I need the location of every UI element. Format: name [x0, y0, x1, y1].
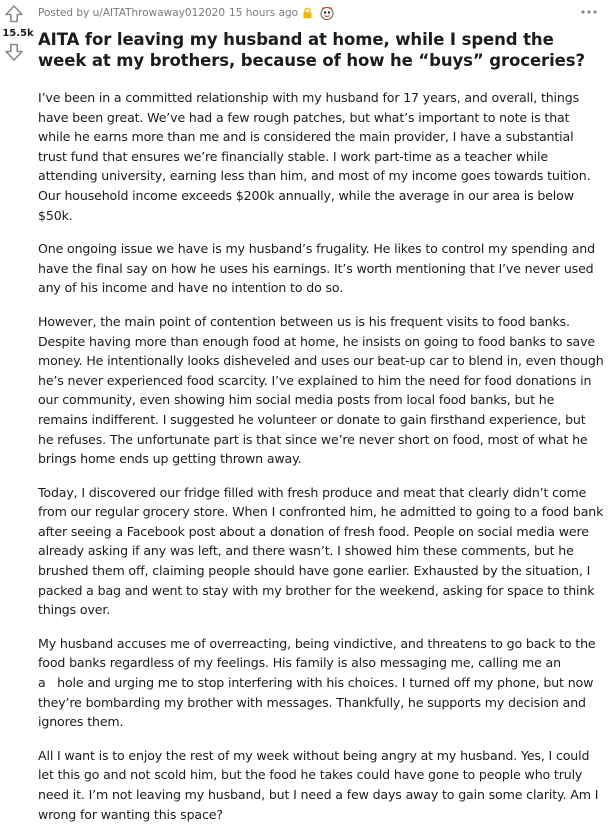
post-paragraph: My husband accuses me of overreacting, being vindictive, and threatens to go back to the food banks regardless of my feelings. His family is also messaging me, calling me an a hole and urging me to stop interfering with his choices. I turned off my phone, but now they’re bombarding my brother with messages. Thankfully, he supports my decision and ignores them.: [38, 635, 596, 730]
downvote-arrow-icon[interactable]: [4, 42, 24, 62]
post-age: 15 hours ago: [229, 7, 299, 19]
vote-column: [0, 0, 34, 62]
post-paragraph: However, the main point of contention between us is his frequent visits to food banks. Despite having more than enough food at home, he insists on going to food banks to save money. He intentionally looks disheveled and uses our beat-up car to blend in, even though he’s never experienced food scarcity. I’ve explained to him the need for food donations in our community, even showing him social media posts from local food banks, but he remains indifferent. I suggested he volunteer or donate to gain firsthand experience, but he refuses. The unfortunate part is that since we’re never short on food, most of what he brings home ends up getting thrown away.: [38, 313, 604, 467]
upvote-arrow-icon[interactable]: [4, 4, 24, 24]
post-paragraph: All I want is to enjoy the rest of my week without being angry at my husband. Yes, I could let this go and not scold him, but the food he takes could have gone to people who truly need it. I’m not leaving my husband, but I need a few days away to gain some clarity. Am I wrong for wanting this space?: [38, 747, 599, 822]
vote-score: 15.5k: [2, 28, 34, 39]
posted-by[interactable]: Posted by u/AITAThrowaway012020: [38, 7, 226, 19]
post-paragraph: One ongoing issue we have is my husband’s frugality. He likes to control my spending and have the final say on how he uses his earnings. It’s worth mentioning that I’ve never used any of his income and have no intention to do so.: [38, 241, 595, 296]
post-content: [38, 0, 604, 838]
post-meta: [38, 0, 604, 26]
post-paragraph: I’ve been in a committed relationship with my husband for 17 years, and overall, things have been great. We’ve had a few rough patches, but what’s important to note is that while he earns more than me and is considered the main provider, I have a substantial trust fund that ensures we’re financially stable. I work part-time as a teacher while attending university, earning less than him, and most of my income goes towards tuition. Our household income exceeds $200k annually, while the average in our area is below $50k.: [38, 90, 591, 223]
post-body: [38, 88, 604, 824]
lock-icon: [302, 7, 313, 19]
award-icon[interactable]: [319, 5, 335, 21]
post-paragraph: Today, I discovered our fridge filled with fresh produce and meat that clearly didn’t come from our regular grocery store. When I confronted him, he admitted to going to a food bank after seeing a Facebook post about a donation of fresh food. People on social media were already asking if any was left, and there wasn’t. I showed him these comments, but he brushed them off, claiming people should have gone earlier. Exhausted by the situation, I packed a bag and went to stay with my brother for the weekend, asking for space to think things over.: [38, 484, 604, 618]
post-title[interactable]: AITA for leaving my husband at home, while I spend the week at my brothers, because of how he “buys” groceries?: [38, 30, 585, 70]
more-options-icon[interactable]: [580, 6, 598, 18]
